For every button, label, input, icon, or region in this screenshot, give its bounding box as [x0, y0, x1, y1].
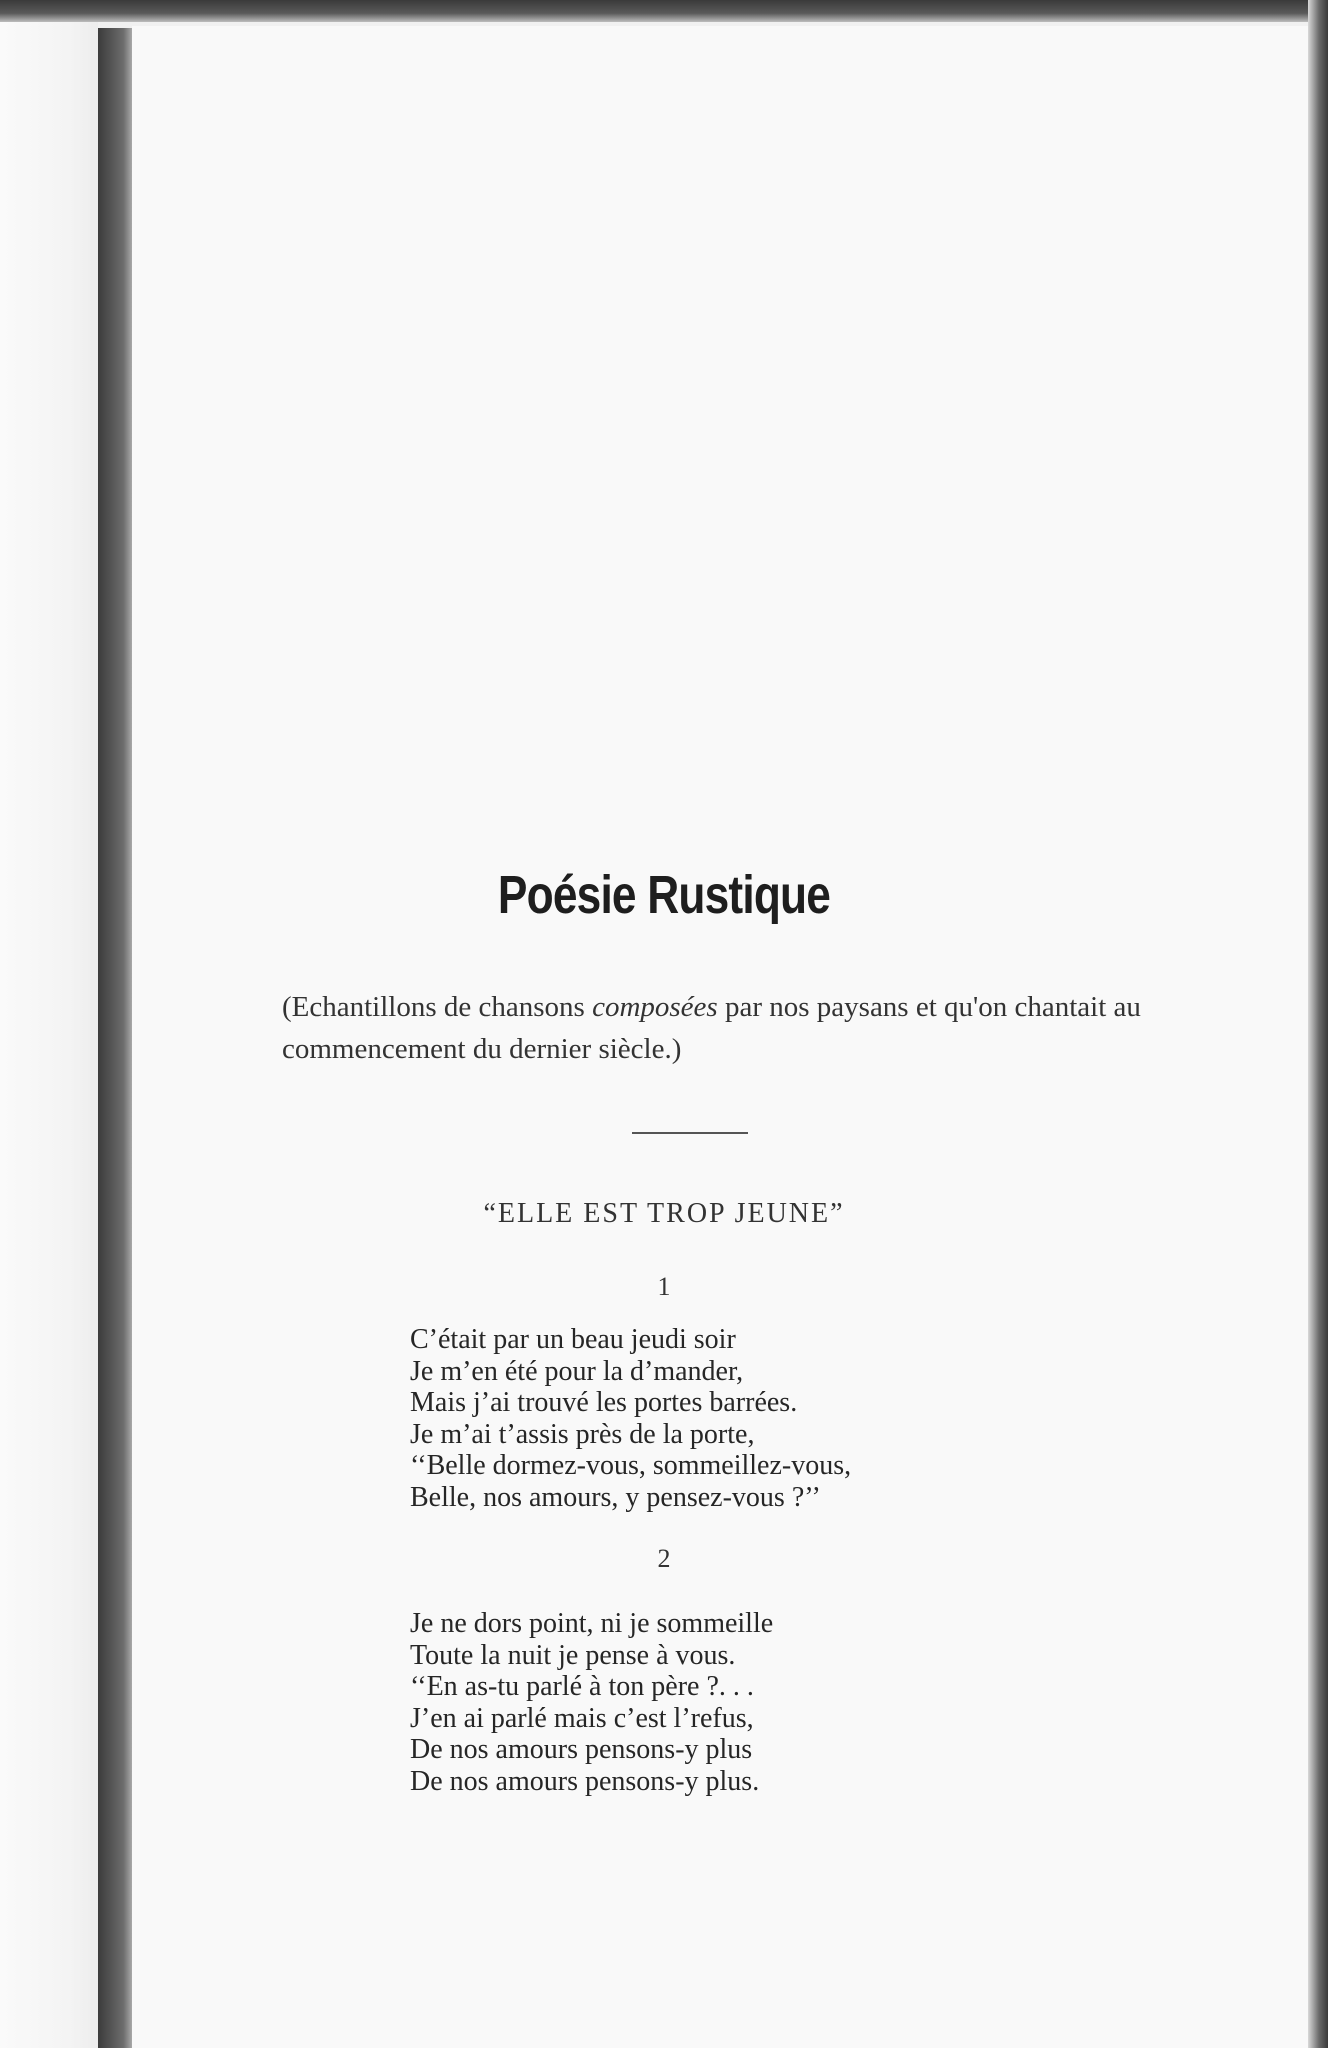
stanza-line: Je ne dors point, ni je sommeille: [410, 1608, 774, 1639]
stanza-line: Je m’ai t’assis près de la porte,: [410, 1418, 755, 1450]
stanza-line: Belle, nos amours, y pensez-vous ?’’: [410, 1481, 821, 1513]
subtitle-text-end: par nos paysans et qu'on chantait au commencement du dernier siècle.): [282, 991, 1141, 1065]
stanza-line: De nos amours pensons-y plus.: [410, 1765, 760, 1797]
page-subtitle: [282, 986, 1232, 1070]
stanza-line: De nos amours pensons-y plus: [410, 1734, 753, 1765]
page-title: Poésie Rustique: [497, 865, 831, 925]
stanza-line: Toute la nuit je pense à vous.: [410, 1639, 736, 1671]
facing-page-edge: [0, 22, 98, 2048]
stanza-line: C’était par un beau jeudi soir: [410, 1324, 736, 1355]
stanza-1: [410, 1324, 1110, 1513]
stanza-line: Je m’en été pour la d’mander,: [410, 1355, 744, 1387]
stanza-number-2: 2: [657, 1544, 671, 1573]
stanza-line: ‘‘En as-tu parlé à ton père ?. . .: [410, 1671, 754, 1702]
subtitle-emphasis: composées: [592, 991, 718, 1023]
book-page: [132, 26, 1308, 2048]
book-spine: [98, 28, 132, 2048]
section-divider: [632, 1132, 748, 1134]
stanza-2: [410, 1608, 1110, 1797]
stanza-line: ‘‘Belle dormez-vous, sommeillez-vous,: [410, 1450, 852, 1481]
stanza-line: Mais j’ai trouvé les portes barrées.: [410, 1387, 798, 1418]
scan-right-edge: [1308, 0, 1328, 2048]
stanza-number-1: 1: [657, 1272, 671, 1301]
stanza-line: J’en ai parlé mais c’est l’refus,: [410, 1702, 754, 1734]
subtitle-text-start: (Echantillons de chansons: [282, 991, 593, 1023]
song-title: “ELLE EST TROP JEUNE”: [483, 1198, 845, 1229]
scan-top-edge: [0, 0, 1328, 22]
